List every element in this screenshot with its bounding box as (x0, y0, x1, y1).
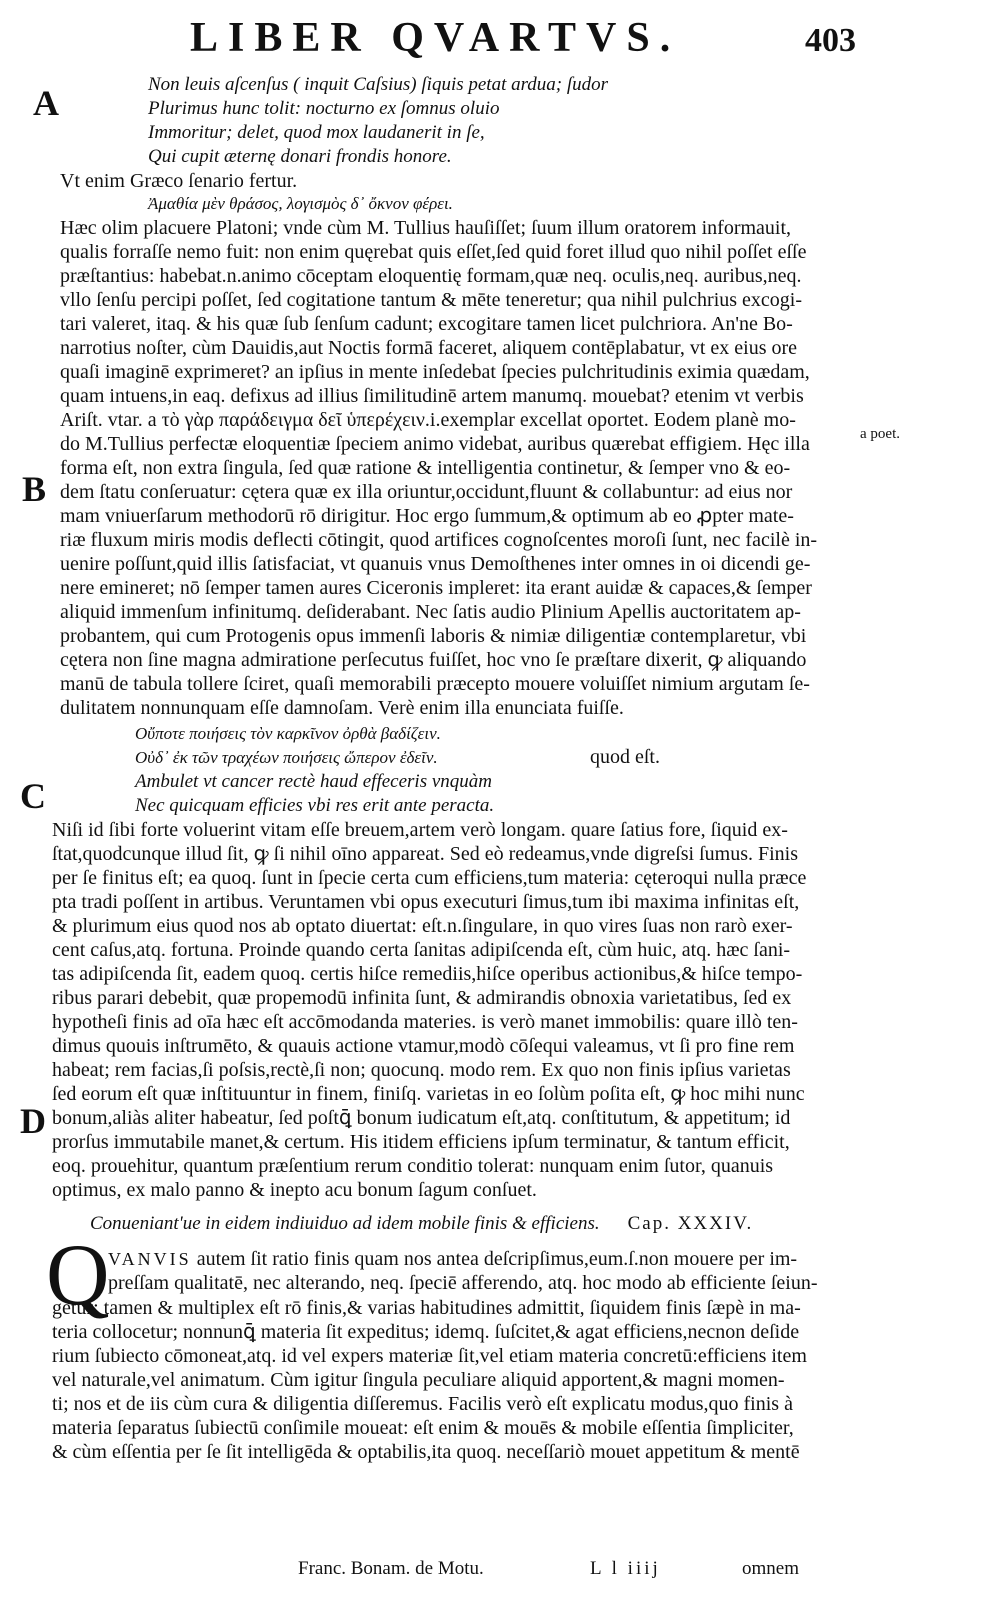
verse-line: Non leuis aſcenſus ( inquit Caſsius) ſiquis petat ardua; ſudor (148, 74, 609, 95)
signature-mark: L l iiij (590, 1558, 661, 1579)
running-title: LIBER QVARTVS. (190, 15, 681, 61)
text-line: & cùm eſſentia per ſe ſit intelligēda & optabilis,ita quoq. neceſſariò mouet appetitum & mentē (52, 1441, 800, 1463)
text-line: ti; nos et de iis cùm cura & diligentia diſſeremus. Facilis verò eſt explicatu modus,quo finis à (52, 1393, 793, 1415)
margin-note: a poet. (860, 426, 900, 442)
text-line: optimus, ex malo panno & inepto acu bonum ſagum conſuet. (52, 1179, 537, 1201)
text-line: præſtantius: habebat.n.animo cōceptam eloquentię formam,quæ neq. oculis,neq. auribus,neq. (60, 265, 802, 287)
text-line: tas adipiſcenda ſit, eadem quoq. certis hiſce remediis,hiſce operibus actionibus,& hiſce tempo- (52, 963, 803, 985)
margin-letter-a: A (33, 83, 59, 123)
page-number: 403 (805, 22, 856, 59)
margin-letter-c: C (20, 776, 46, 816)
text-line: Ariſt. vtar. a τὸ γὰρ παράδειγμα δεῖ ὑπερέχειν.i.exemplar excellat oportet. Eodem planè mo- (60, 409, 796, 431)
text-line: hypotheſi finis ad oīa hæc eſt accōmodanda materies. is verò manet immobilis: quare illò ten- (52, 1011, 798, 1033)
text-line: quam intuens,in eaq. defixus ad illius ſimilitudinē artem manumq. mouebat? etenim vt verbis (60, 385, 804, 407)
text-line: getur: tamen & multiplex eſt rō finis,& varias habitudines admittit, ſiquidem finis ſæpè in ma- (52, 1297, 801, 1319)
text-line: ſed eorum eſt quæ inſtituuntur in finem, finiſq. varietas in eo ſolùm poſita eſt, ꝙ hoc mihi nunc (52, 1083, 805, 1105)
catchword: omnem (742, 1558, 799, 1579)
text-line-first (108, 1247, 797, 1271)
text-line: ſtat,quodcunque illud ſit, ꝙ ſi nihil oīno appareat. Sed eò redeamus,vnde digreſsi ſumus. Finis (52, 843, 799, 865)
text-line: uenire poſſunt,quid illis ſatisfaciat, vt quanuis vnus Demoſthenes inter omnes in oi dicendi ge- (60, 553, 811, 575)
text-line: rium ſubiecto cōmoneat,atq. id vel expers materiæ ſit,vel etiam materia concretū:efficiens item (52, 1345, 807, 1367)
text-line: tari valeret, itaq. & his quæ ſub ſenſum cadunt; excogitare tamen licet pulchriora. An'ne Bo- (60, 313, 793, 335)
text-line: nere emineret; nō ſemper tamen aures Ciceronis impleret: ita erant auidæ & capaces,& ſemper (60, 577, 812, 599)
footer-signature: Franc. Bonam. de Motu. (298, 1558, 484, 1579)
chapter-title: Conueniant'ue in eidem indiuiduo ad idem mobile finis & efficiens. (90, 1213, 600, 1234)
text-line: & plurimum eius quod nos ab optato diuertat: eſt.n.ſingulare, in quo vires ſuas non rarò exer- (52, 915, 793, 937)
text-line: probantem, qui cum Protogenis opus immenſi laboris & nimiæ diligentiæ contemplaretur, vbi (60, 625, 807, 647)
text-line: mam vniuerſarum methodorū rō dirigitur. Hoc ergo ſummum,& optimum ab eo ꝓpter mate- (60, 505, 794, 527)
latin-verse-line: Ambulet vt cancer rectè haud effeceris vnquàm (135, 771, 493, 792)
intro-line: Vt enim Græco ſenario fertur. (60, 170, 298, 192)
quod-est-label: quod eſt. (590, 746, 660, 768)
latin-verse-line: Nec quicquam efficies vbi res erit ante peracta. (135, 795, 495, 816)
text-line: bonum,aliàs aliter habeatur, ſed poſtꝗ̄ bonum iudicatum eſt,atq. conſtitutum, & appetitum; id (52, 1107, 791, 1129)
text-line: dem ſtatu conſeruatur: cętera quæ ex illa oriuntur,occidunt,fluunt & collabuntur: ad eius nor (60, 481, 793, 503)
chapter-number: Cap. XXXIV. (627, 1213, 754, 1234)
margin-letter-b: B (22, 469, 47, 509)
text-span: autem ſit ratio finis quam nos antea deſcripſimus,eum.ſ.non mouere per im- (191, 1248, 798, 1270)
drop-capital: Q (46, 1227, 110, 1324)
text-line: eoq. prouehitur, quantum præſentium rerum conditio tolerat: nunquam enim ſutor, quanuis (52, 1155, 774, 1177)
text-line: ribus parari debebit, quæ propemodū infinita ſunt, & admirandis obnoxia varietatibus, ſed ex (52, 987, 792, 1009)
text-line: dulitatem nonnunquam eſſe damnoſam. Verè enim illa enunciata fuiſſe. (60, 697, 624, 719)
text-line: aliquid immenſum infinitumq. deſiderabant. Nec ſatis audio Plinium Apellis auctoritatem ap- (60, 601, 801, 623)
text-line: materia ſeparatus ſubiectū conſimile moueat: eſt enim & mouēs & mobile eſſentia ſimpliciter, (52, 1417, 794, 1439)
text-line: Niſi id ſibi forte voluerint vitam eſſe breuem,artem verò longam. quare ſatius fore, ſiquid ex- (52, 819, 788, 841)
opening-word: VANVIS (108, 1249, 192, 1269)
greek-verse-line: Οὔποτε ποιήσεις τὸν καρκῖνον ὀρθὰ βαδίζειν. (135, 724, 441, 743)
text-line: do M.Tullius perfectæ eloquentiæ ſpeciem animo videbat, auribus quærebat effigiem. Hęc illa (60, 433, 810, 455)
text-line: cętera non ſine magna admiratione perſecutus fuiſſet, hoc vno ſe præſtare dixerit, ꝙ aliquando (60, 649, 807, 671)
greek-verse-line: Οὐδ᾽ ἐκ τῶν τραχέων ποιήσεις ὤπερον ἐδεῖν. (135, 748, 438, 767)
text-line: quaſi imaginē exprimeret? an ipſius in mente inſedebat ſpecies pulchritudinis eximia quædam, (60, 361, 810, 383)
chapter-heading (90, 1213, 753, 1235)
text-line: qualis forraſſe nemo fuit: non enim quęrebat quis eſſet,ſed quid foret illud quo nihil poſſet eſſe (60, 241, 807, 263)
verse-line: Immoritur; delet, quod mox laudanerit in ſe, (148, 122, 485, 143)
text-line: pta tradi poſſent in artibus. Veruntamen vbi opus executuri ſimus,tum ibi maxima infinitas eſt, (52, 891, 800, 913)
text-line: vllo ſenſu percipi poſſet, ſed cogitatione tantum & mēte teneretur; qua nihil pulchrius excogi- (60, 289, 803, 311)
text-line: manū de tabula tollere ſciret, quaſi memorabili præcepto mouere voluiſſet nimium argutam ſe- (60, 673, 810, 695)
margin-letter-d: D (20, 1101, 46, 1141)
greek-quote: Ἀμαθία μὲν θράσος, λογισμὸς δ᾽ ὄκνον φέρει. (148, 194, 453, 213)
text-line: teria collocetur; nonnunꝗ̄ materia ſit expeditus; idemq. ſuſcitet,& agat efficiens,necnon deſide (52, 1321, 800, 1343)
text-line: vel naturale,vel animatum. Cùm igitur ſingula peculiare aliquid apportent,& magni momen- (52, 1369, 785, 1391)
verse-line: Plurimus hunc tolit: nocturno ex ſomnus oluio (148, 98, 500, 119)
text-line: cent caſus,atq. fortuna. Proinde quando certa ſanitas adipiſcenda eſt, cùm huic, atq. hæc ſani- (52, 939, 791, 961)
text-line: prorſus immutabile manet,& certum. His itidem efficiens ipſum terminatur, & tantum efficit, (52, 1131, 790, 1153)
text-line: forma eſt, non extra ſingula, ſed quæ ratione & intelligentia continetur, & ſemper vno & eo- (60, 457, 791, 479)
text-line: dimus quouis inſtrumēto, & quauis actione vtamur,modò cōſequi valeamus, vt ſi pro fine rem (52, 1035, 795, 1057)
text-line: Hæc olim placuere Platoni; vnde cùm M. Tullius hauſiſſet; ſuum illum oratorem informauit, (60, 217, 792, 239)
text-line: riæ fluxum miris modis deflecti cōtingit, quod artifices cognoſcentes moroſi ſunt, nec facilè in- (60, 529, 818, 551)
text-line: habeat; rem facias,ſi poſsis,rectè,ſi non; quocunq. modo rem. Ex quo non finis ipſius varietas (52, 1059, 791, 1081)
verse-line: Qui cupit æternę donari frondis honore. (148, 146, 452, 167)
text-line: per ſe finitus eſt; ea quoq. ſunt in ſpecie certa cum efficiens,tum materia: cęteroqui nulla præce (52, 867, 807, 889)
text-line: preſſam qualitatē, nec alterando, neq. ſpeciē afferendo, atq. hoc modo ab efficiente ſeiun- (108, 1272, 818, 1294)
text-line: narrotius noſter, cùm Dauidis,aut Noctis formā faceret, aliquem contēplabatur, vt ex eius ore (60, 337, 798, 359)
